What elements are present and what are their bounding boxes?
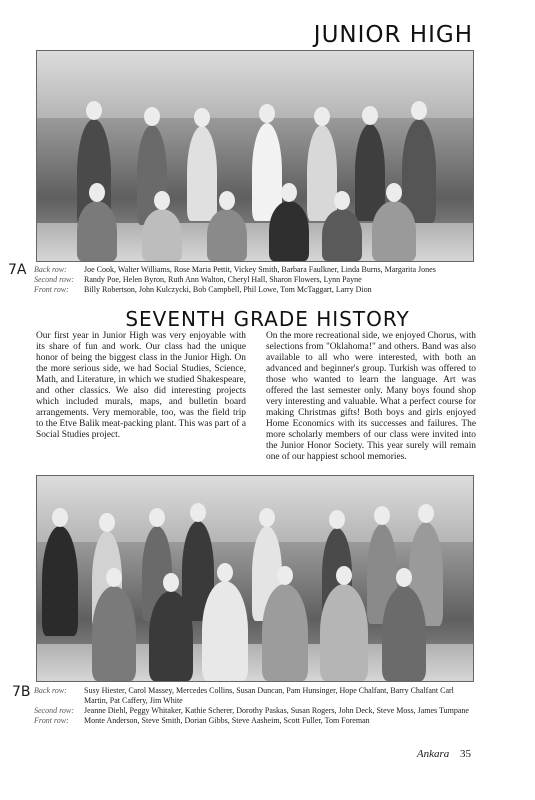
student-head [219,191,235,210]
student-head [149,508,165,527]
caption-second-row [34,706,474,716]
student-head [396,568,412,587]
student-figure [269,201,309,261]
class-7a-tag: 7A [8,262,27,278]
student-head [418,504,434,523]
history-title: SEVENTH GRADE HISTORY [125,307,410,331]
page-title: JUNIOR HIGH [313,22,473,48]
student-figure [322,209,362,261]
student-head [144,107,160,126]
student-head [259,104,275,123]
history-paragraph: Our first year in Junior High was very enjoyable with its share of fun and work. Our class had the unique honor of being the biggest class in the Junior High. On the more serious side, we had Social Studies, Science, Math, and Literature, in which we studied Shakespeare, and other classics. We also did interesting projects which included murals, maps, and bulletin board arrangements. Very memorable, too, was the field trip to the Etve Balik meat-packing plant. This was part of a Social Studies project. [36,331,246,440]
student-figure [77,201,117,261]
history-text [36,331,476,463]
class-7a-caption [34,265,474,295]
student-figure [42,526,78,636]
student-head [277,566,293,585]
student-figure [202,581,248,681]
student-head [217,563,233,582]
caption-row-label: Second row: [34,706,74,715]
student-head [329,510,345,529]
student-head [163,573,179,592]
student-head [52,508,68,527]
history-paragraph: On the more recreational side, we enjoyed Chorus, with selections from "Oklahoma!" and others. Band was also available to all who were interested, with both an advanced and beginner's group. Turkish was offered to those who wanted to learn the language. Art was offered the last semester only. Many boys found shop very interesting and valuable. What a perfect course for making Christmas gifts! Both boys and girls enjoyed Home Economics with its successes and failures. The more scholarly members of our class were invited into the Junior Honor Society. This year surely will remain one of our happiest school memories. [266,331,476,462]
student-head [190,503,206,522]
student-head [362,106,378,125]
student-head [86,101,102,120]
caption-back-row [34,265,474,275]
caption-row-names: Billy Robertson, John Kulczycki, Bob Campbell, Phil Lowe, Tom McTaggart, Larry Dion [84,285,372,294]
student-head [154,191,170,210]
class-7b-caption [34,686,474,726]
student-figure [382,586,426,681]
student-figure [187,126,217,221]
student-figure [262,584,308,681]
page-footer [417,748,471,760]
student-figure [307,125,337,221]
page-number: 35 [460,748,471,760]
caption-row-names: Susy Hiester, Carol Massey, Mercedes Collins, Susan Duncan, Pam Hunsinger, Hope Chalfant, Barry Chalfant Carl Martin, Pat Caffery, Jim White [84,686,454,705]
student-head [314,107,330,126]
student-head [194,108,210,127]
student-head [89,183,105,202]
photo-sky [37,51,473,118]
caption-row-names: Jeanne Diehl, Peggy Whitaker, Kathie Scherer, Dorothy Paskas, Susan Rogers, John Deck, Steve Moss, James Tumpane [84,706,469,715]
caption-row-label: Second row: [34,275,74,284]
caption-row-label: Front row: [34,716,69,725]
caption-front-row [34,285,474,295]
caption-row-label: Front row: [34,285,69,294]
caption-row-names: Joe Cook, Walter Williams, Rose Maria Pettit, Vickey Smith, Barbara Faulkner, Linda Burns, Margarita Jones [84,265,436,274]
caption-back-row [34,686,474,706]
caption-second-row [34,275,474,285]
student-figure [320,584,368,681]
class-7b-photo [36,475,474,682]
class-7b-tag: 7B [12,684,31,700]
student-figure [149,591,193,681]
student-head [336,566,352,585]
caption-row-names: Monte Anderson, Steve Smith, Dorian Gibbs, Steve Aasheim, Scott Fuller, Tom Foreman [84,716,370,725]
student-head [334,191,350,210]
student-figure [92,586,136,681]
student-figure [207,209,247,261]
student-head [281,183,297,202]
caption-front-row [34,716,474,726]
student-head [259,508,275,527]
caption-row-names: Randy Poe, Helen Byron, Ruth Ann Walton, Cheryl Hall, Sharon Flowers, Lynn Payne [84,275,362,284]
caption-row-label: Back row: [34,265,67,274]
student-head [374,506,390,525]
student-head [411,101,427,120]
caption-row-label: Back row: [34,686,67,695]
student-head [106,568,122,587]
footer-school-name: Ankara [416,748,450,760]
student-figure [372,201,416,261]
student-head [99,513,115,532]
student-figure [142,209,182,261]
student-head [386,183,402,202]
class-7a-photo [36,50,474,262]
